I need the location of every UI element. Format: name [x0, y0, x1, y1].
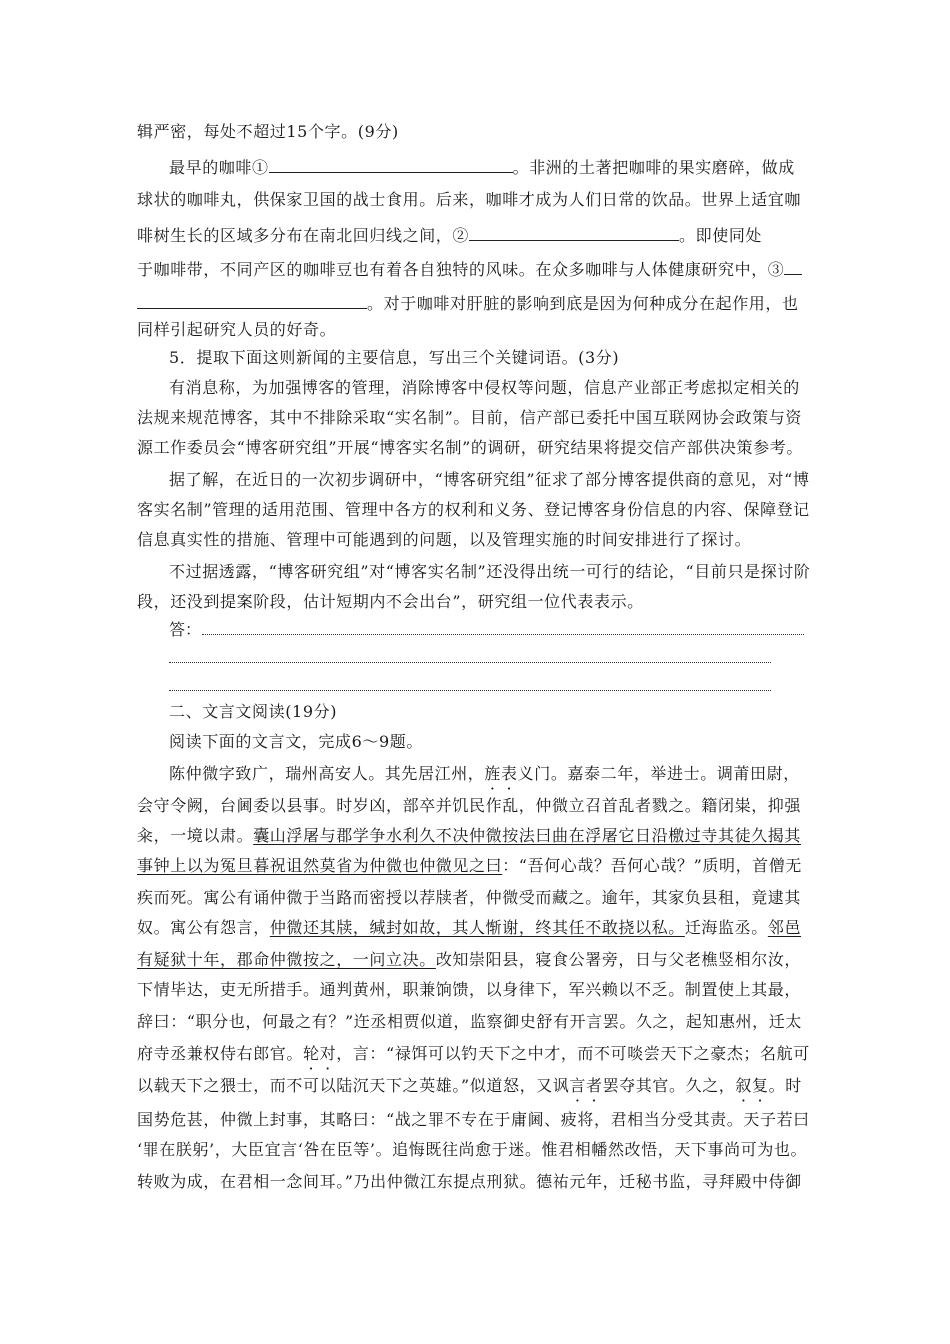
- dotted-char: 叙: [735, 1076, 753, 1095]
- passage-line: 奴。寓公有怨言，仲微还其牍，缄封如故，其人惭谢，终其任不敢挠以私。迁海监丞。邻邑: [137, 918, 802, 937]
- dotted-char: 轮: [303, 1044, 320, 1063]
- section-heading: 二、文言文阅读(19分): [169, 702, 338, 721]
- passage-line: 府寺丞兼权侍右郎官。轮对，言：“禄饵可以钓天下之中才，而不可啖尝天下之豪杰；名航可: [137, 1044, 810, 1063]
- answer-blank-1[interactable]: [269, 156, 513, 173]
- dotted-char: 言: [569, 1076, 586, 1095]
- passage-line: 国势危甚，仲微上封事，其略曰：“战之罪不专在于庸阃、疲将，君相当分受其责。天子若曰: [137, 1110, 810, 1129]
- news-line: 有消息称，为加强博客的管理，消除博客中侵权等问题，信息产业部正考虑拟定相关的: [169, 378, 800, 397]
- passage-line: 会守令阙，台阃委以县事。时岁凶，部卒并饥民作乱，仲微立召首乱者戮之。籍闭粜，抑强: [137, 796, 802, 815]
- passage-line: 有疑狱十年，郡命仲微按之，一问立决。改知崇阳县，寝食公署旁，日与父老樵竖相尔汝，: [137, 950, 802, 969]
- answer-blank-3-start[interactable]: [784, 258, 802, 275]
- dotted-char: 表: [501, 764, 518, 783]
- passage-line: 转败为成，在君相一念间耳。”乃出仲微江东提点刑狱。德祐元年，迁秘书监，寻拜殿中侍御: [137, 1172, 802, 1191]
- underlined-sentence: 有疑狱十年，郡命仲微按之，一问立决。: [137, 950, 436, 969]
- passage-line: ‘罪在朕躬’，大臣宜言‘咎在臣等’。追悔既往尚愈于迷。惟君相幡然改悟，天下事尚可为也。: [137, 1140, 808, 1159]
- passage-line: 下情毕达，吏无所措手。通判黄州，职兼饷馈，以身律下，军兴赖以不乏。制置使上其最，: [137, 980, 802, 999]
- news-line: 源工作委员会“博客研究组”开展“博客实名制”的调研，研究结果将提交信产部供决策参考。: [137, 438, 803, 457]
- underlined-sentence: 仲微还其牍，缄封如故，其人惭谢，终其任不敢挠以私。: [269, 918, 685, 937]
- passage-line: 事钟上以为冤旦暮祝诅然莫省为仲微也仲微见之曰：“吾何心哉？吾何心哉？”质明，首僧无: [137, 856, 802, 875]
- news-line: 不过据透露，“博客研究组”对“博客实名制”还没得出统一可行的结论，“目前只是探讨阶: [169, 562, 811, 581]
- q4-paragraph-line: 最早的咖啡① 。非洲的土著把咖啡的果实磨碎，做成: [169, 158, 795, 177]
- news-line: 客实名制”管理的适用范围、管理中各方的权利和义务、登记博客身份信息的内容、保障登记: [137, 500, 810, 519]
- dotted-char: 者: [586, 1076, 603, 1095]
- answer-label: 答：: [169, 620, 202, 639]
- q4-paragraph-line: 于咖啡带，不同产区的咖啡豆也有着各自独特的风味。在众多咖啡与人体健康研究中，③: [137, 258, 817, 280]
- answer-blank-2[interactable]: [469, 224, 679, 241]
- answer-line-3[interactable]: [169, 690, 771, 691]
- q4-paragraph-line: 球状的咖啡丸，供保家卫国的战士食用。后来，咖啡才成为人们日常的饮品。世界上适宜咖: [137, 190, 802, 209]
- news-line: 信息真实性的措施、管理中可能遇到的问题，以及管理实施的时间安排进行了探讨。: [137, 530, 752, 549]
- q4-paragraph-line: 同样引起研究人员的好奇。: [137, 320, 337, 339]
- passage-line: 以载天下之猥士，而不可以陆沉天下之英雄。”似道怒，又讽言者罢夺其官。久之，叙复。时: [137, 1076, 802, 1095]
- passage-line: 籴，一境以肃。囊山浮屠与郡学争水利久不决仲微按法曰曲在浮屠它日沿檄过寺其徒久揭其: [137, 826, 802, 845]
- q5-title: 5．提取下面这则新闻的主要信息，写出三个关键词语。(3分): [169, 348, 620, 367]
- answer-line-2[interactable]: [169, 662, 771, 663]
- answer-line-1[interactable]: [202, 634, 804, 635]
- q4-paragraph-line: 啡树生长的区域多分布在南北回归线之间，② 。即使同处: [137, 226, 763, 245]
- dotted-char: 对: [319, 1044, 337, 1063]
- passage-line: 辞曰：“职分也，何最之有？”迕丞相贾似道，监察御史舒有开言罢。久之，起知惠州，迁太: [137, 1012, 802, 1031]
- news-line: 法规来规范博客，其中不排除采取“实名制”。目前，信产部已委托中国互联网协会政策与资: [137, 408, 802, 427]
- underlined-sentence: 邻邑: [767, 918, 802, 937]
- underlined-passage: 囊山浮屠与郡学争水利久不决仲微按法曰曲在浮屠它日沿檄过寺其徒久揭其: [253, 826, 802, 845]
- section-instruction: 阅读下面的文言文，完成6～9题。: [169, 732, 423, 751]
- q4-continuation: 辑严密，每处不超过15个字。(9分): [137, 122, 399, 141]
- passage-line: 陈仲微字致广，瑞州高安人。其先居江州，旌表义门。嘉泰二年，举进士。调莆田尉，: [169, 764, 800, 783]
- answer-blank-3[interactable]: [137, 292, 367, 309]
- dotted-char: 旌: [484, 764, 502, 783]
- q4-paragraph-line: 。对于咖啡对肝脏的影响到底是因为何种成分在起作用，也: [137, 292, 817, 314]
- underlined-passage: 事钟上以为冤旦暮祝诅然莫省为仲微也仲微见之曰: [137, 856, 503, 875]
- dotted-char: 复: [752, 1076, 769, 1095]
- news-line: 段，还没到提案阶段，估计短期内不会出台”，研究组一位代表表示。: [137, 592, 644, 611]
- news-line: 据了解，在近日的一次初步调研中，“博客研究组”征求了部分博客提供商的意见，对“博: [169, 470, 810, 489]
- passage-line: 疾而死。寓公有诵仲微于当路而密授以荐牍者，仲微受而藏之。逾年，其家负县租，竟逮其: [137, 888, 802, 907]
